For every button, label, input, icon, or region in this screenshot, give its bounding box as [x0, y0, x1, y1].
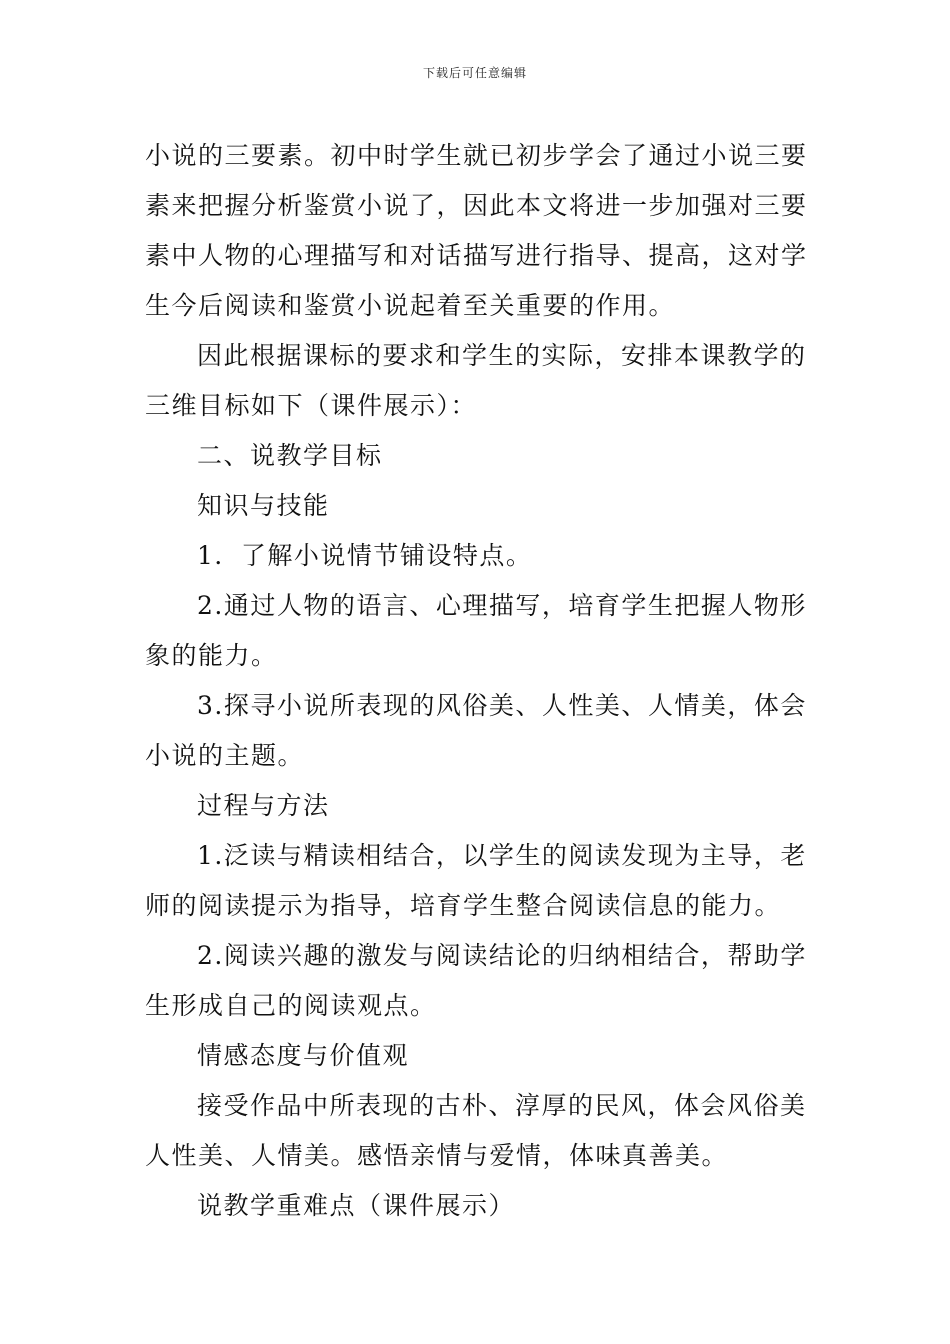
paragraph-emotion-values: 接受作品中所表现的古朴、淳厚的民风，体会风俗美人性美、人情美。感悟亲情与爱情，体味真善美。 [145, 1091, 807, 1170]
subheading-emotion-values: 情感态度与价值观 [197, 1041, 410, 1070]
list-item-knowledge-2: 2.通过人物的语言、心理描写，培育学生把握人物形象的能力。 [145, 591, 807, 670]
list-item-knowledge-3: 3.探寻小说所表现的风俗美、人性美、人情美，体会小说的主题。 [145, 691, 807, 770]
paragraph-intro-continuation: 小说的三要素。初中时学生就已初步学会了通过小说三要素来把握分析鉴赏小说了，因此本文将进一步加强对三要素中人物的心理描写和对话描写进行指导、提高，这对学生今后阅读和鉴赏小说起着至关重要的作用。 [145, 141, 808, 320]
list-item-process-1: 1.泛读与精读相结合，以学生的阅读发现为主导，老师的阅读提示为指导，培育学生整合阅读信息的能力。 [145, 841, 807, 920]
section-heading-teaching-objectives: 二、说教学目标 [197, 441, 383, 470]
list-item-knowledge-1: 1．了解小说情节铺设特点。 [197, 541, 533, 570]
page-header-note: 下载后可任意编辑 [422, 66, 527, 80]
list-item-process-2: 2.阅读兴趣的激发与阅读结论的归纳相结合，帮助学生形成自己的阅读观点。 [145, 941, 807, 1020]
subheading-key-difficulties: 说教学重难点（课件展示） [197, 1191, 516, 1220]
subheading-knowledge-skills: 知识与技能 [197, 491, 330, 520]
paragraph-objectives-intro: 因此根据课标的要求和学生的实际，安排本课教学的三维目标如下（课件展示）： [145, 341, 807, 420]
document-body [145, 131, 810, 1231]
subheading-process-methods: 过程与方法 [197, 791, 330, 820]
